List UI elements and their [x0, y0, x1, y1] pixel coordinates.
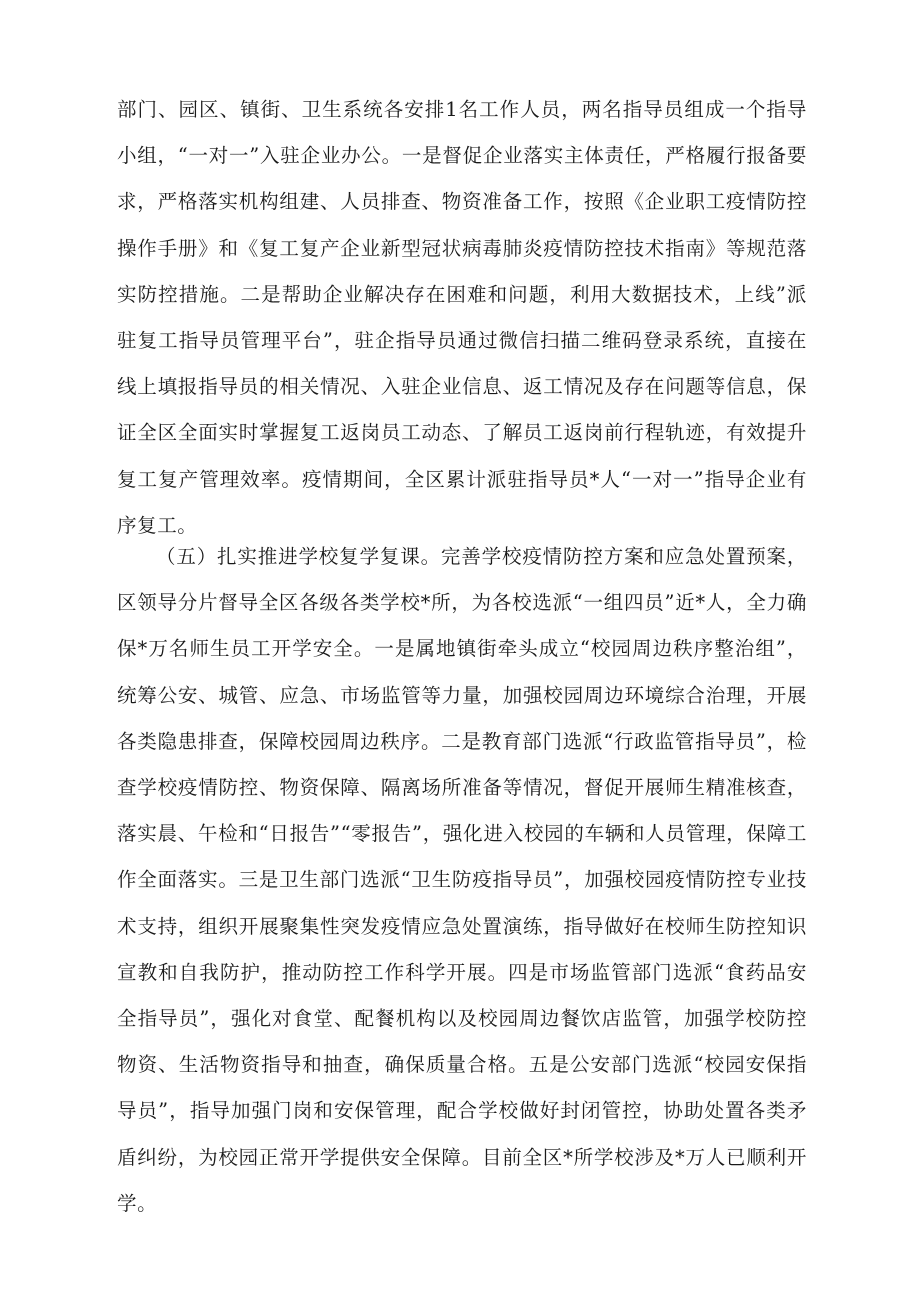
body-paragraph-enterprise-guidance: 部门、园区、镇街、卫生系统各安排1名工作人员，两名指导员组成一个指导小组，“一对一”入驻企业办公。一是督促企业落实主体责任，严格履行报备要求，严格落实机构组建、人员排查、物资准备工作，按照《企业职工疫情防控操作手册》和《复工复产企业新型冠状病毒肺炎疫情防控技术指南》等规范落实防控措施。二是帮助企业解决存在困难和问题，利用大数据技术，上线”派驻复工指导员管理平台”，驻企指导员通过微信扫描二维码登录系统，直接在线上填报指导员的相关情况、入驻企业信息、返工情况及存在问题等信息，保证全区全面实时掌握复工返岗员工动态、了解员工返岗前行程轨迹，有效提升复工复产管理效率。疫情期间，全区累计派驻指导员*人“一对一”指导企业有序复工。	[117, 98, 807, 537]
body-paragraph-school-reopening: （五）扎实推进学校复学复课。完善学校疫情防控方案和应急处置预案，区领导分片督导全区各级各类学校*所，为各校选派“一组四员”近*人，全力确保*万名师生员工开学安全。一是属地镇街牵头成立“校园周边秩序整治组”，统筹公安、城管、应急、市场监管等力量，加强校园周边环境综合治理，开展各类隐患排查，保障校园周边秩序。二是教育部门选派“行政监管指导员”，检查学校疫情防控、物资保障、隔离场所准备等情况，督促开展师生精准核查，落实晨、午检和“日报告”“零报告”，强化进入校园的车辆和人员管理，保障工作全面落实。三是卫生部门选派“卫生防疫指导员”，加强校园疫情防控专业技术支持，组织开展聚集性突发疫情应急处置演练，指导做好在校师生防控知识宣教和自我防护，推动防控工作科学开展。四是市场监管部门选派“食药品安全指导员”，强化对食堂、配餐机构以及校园周边餐饮店监管，加强学校防控物资、生活物资指导和抽查，确保质量合格。五是公安部门选派“校园安保指导员”，指导加强门岗和安保管理，配合学校做好封闭管控，协助处置各类矛盾纠纷，为校园正常开学提供安全保障。目前全区*所学校涉及*万人已顺利开学。	[117, 545, 807, 1215]
